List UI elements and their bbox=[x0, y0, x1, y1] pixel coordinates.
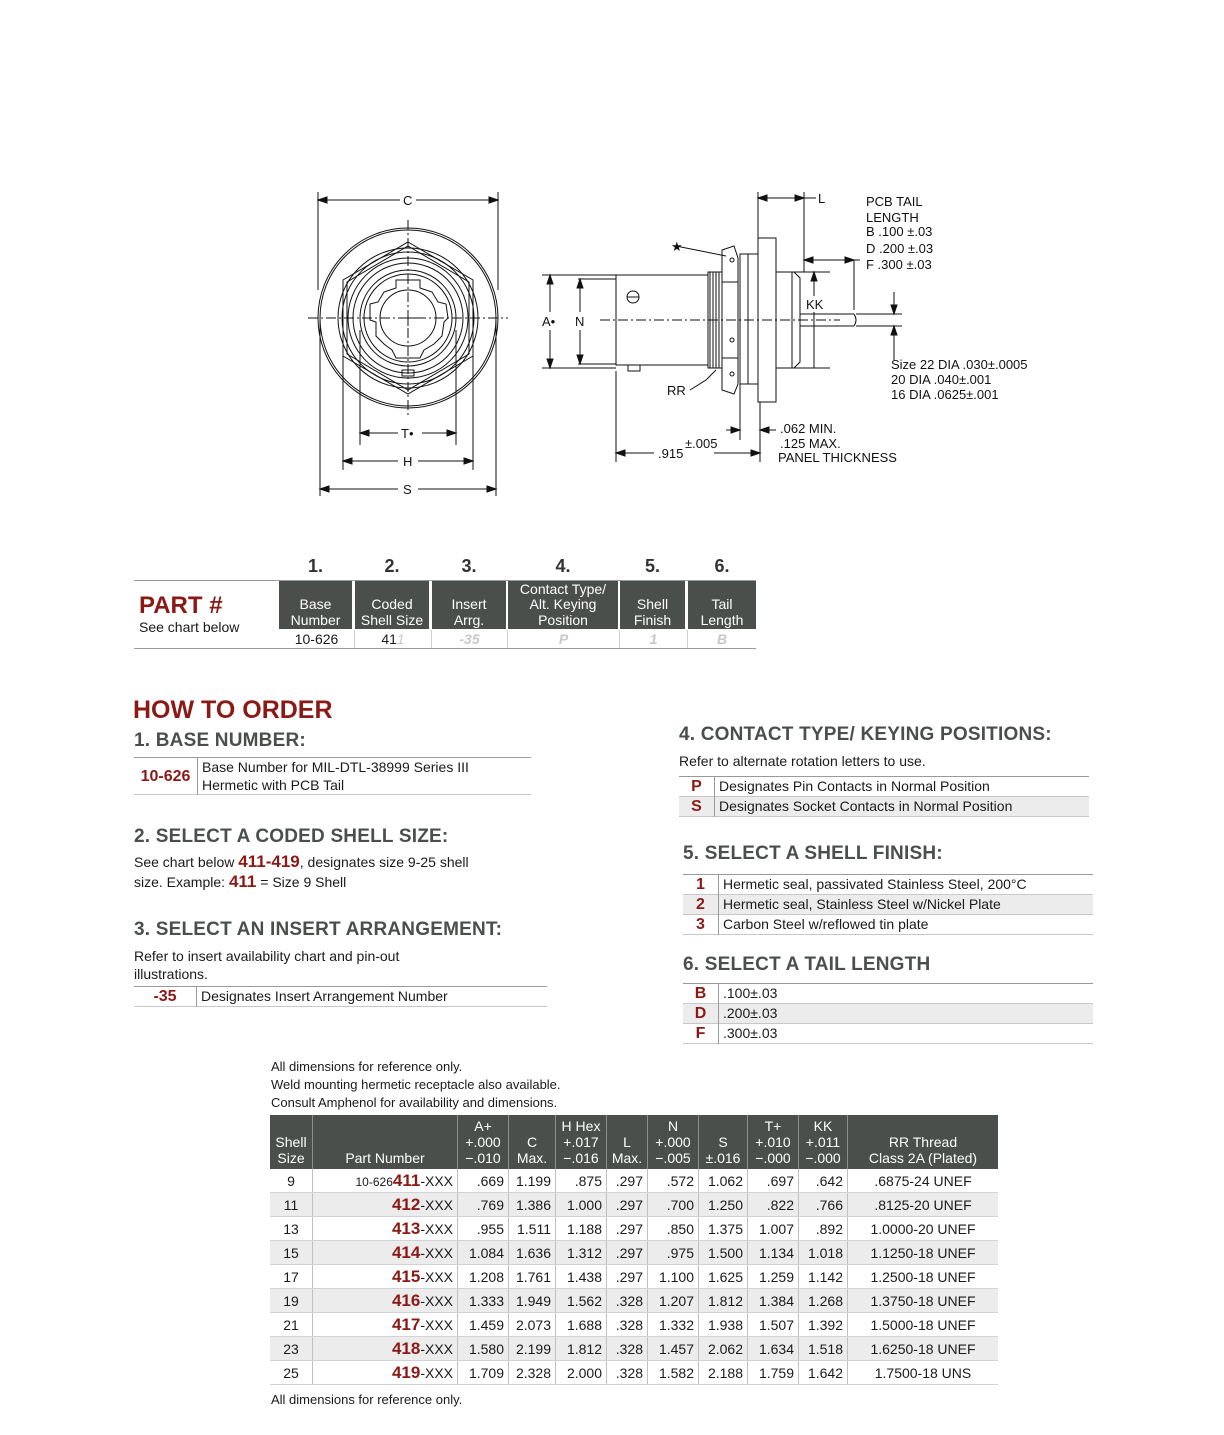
code-cell: 10-626 bbox=[134, 758, 198, 795]
section-3-title: 3. SELECT AN INSERT ARRANGEMENT: bbox=[134, 919, 503, 940]
dimensions-table bbox=[270, 1115, 998, 1385]
table-row bbox=[683, 895, 1093, 915]
section-4-title: 4. CONTACT TYPE/ KEYING POSITIONS: bbox=[679, 724, 1052, 745]
cell-a: 1.709 bbox=[458, 1361, 509, 1385]
desc-cell: Designates Insert Arrangement Number bbox=[201, 988, 448, 1004]
cell-t: 1.007 bbox=[748, 1217, 799, 1241]
code-cell: -35 bbox=[134, 987, 197, 1007]
part-number-suffix: -XXX bbox=[420, 1316, 453, 1333]
code-cell: 1 bbox=[683, 875, 719, 895]
dimensions-header-row bbox=[270, 1115, 998, 1169]
code-cell: B bbox=[683, 984, 719, 1004]
note-line: Consult Amphenol for availability and dimensions. bbox=[271, 1095, 558, 1110]
cell-size: 19 bbox=[270, 1289, 313, 1313]
desc-cell: .100±.03 bbox=[723, 985, 778, 1001]
code-cell: 3 bbox=[683, 915, 719, 935]
desc-cell: Hermetic seal, passivated Stainless Steel, 200°C bbox=[723, 876, 1027, 892]
cell-kk: 1.018 bbox=[799, 1241, 848, 1265]
cell-t: 1.259 bbox=[748, 1265, 799, 1289]
cell-size: 11 bbox=[270, 1193, 313, 1217]
cell-h: 1.562 bbox=[556, 1289, 607, 1313]
note-line: All dimensions for reference only. bbox=[271, 1059, 463, 1074]
cell-c: 1.199 bbox=[509, 1169, 556, 1193]
cell-n: 1.332 bbox=[648, 1313, 699, 1337]
desc-cell: Base Number for MIL-DTL-38999 Series III Hermetic with PCB Tail bbox=[202, 759, 469, 793]
cell-rr: .6875-24 UNEF bbox=[848, 1169, 999, 1193]
step-number: 6. bbox=[714, 556, 730, 576]
part-number-suffix: -XXX bbox=[420, 1292, 453, 1309]
step-number: 4. bbox=[555, 556, 571, 576]
cell-rr: 1.1250-18 UNEF bbox=[848, 1241, 999, 1265]
cell-s: 1.062 bbox=[699, 1169, 748, 1193]
part-number-suffix: -XXX bbox=[420, 1268, 453, 1285]
cell-a: .955 bbox=[458, 1217, 509, 1241]
cell-h: 1.812 bbox=[556, 1337, 607, 1361]
cell-l: .297 bbox=[607, 1193, 648, 1217]
cell-size: 13 bbox=[270, 1217, 313, 1241]
cell-size: 25 bbox=[270, 1361, 313, 1385]
section-1-title: 1. BASE NUMBER: bbox=[134, 730, 306, 751]
table-row bbox=[270, 1337, 998, 1361]
cell-s: 2.188 bbox=[699, 1361, 748, 1385]
cell-c: 2.328 bbox=[509, 1361, 556, 1385]
section-2-title: 2. SELECT A CODED SHELL SIZE: bbox=[134, 826, 449, 847]
pn-header-shell-finish: Shell Finish bbox=[620, 581, 685, 629]
cell-l: .297 bbox=[607, 1241, 648, 1265]
how-to-order-title: HOW TO ORDER bbox=[133, 696, 333, 724]
cell-s: 1.938 bbox=[699, 1313, 748, 1337]
cell-c: 1.761 bbox=[509, 1265, 556, 1289]
col-header-a: A+ +.000 −.010 bbox=[458, 1115, 509, 1169]
cell-h: 1.312 bbox=[556, 1241, 607, 1265]
table-row bbox=[134, 758, 531, 795]
code-cell: S bbox=[679, 797, 715, 817]
step-number: 5. bbox=[644, 556, 660, 576]
dimensions-table-body bbox=[270, 1169, 998, 1385]
cell-kk: .892 bbox=[799, 1217, 848, 1241]
shell-finish-table bbox=[683, 874, 1093, 935]
cell-t: .697 bbox=[748, 1169, 799, 1193]
cell-l: .297 bbox=[607, 1265, 648, 1289]
cell-size: 15 bbox=[270, 1241, 313, 1265]
dim-label-c: C bbox=[403, 193, 413, 208]
col-header-shell-size: Shell Size bbox=[270, 1115, 313, 1169]
cell-a: 1.333 bbox=[458, 1289, 509, 1313]
cell-t: 1.759 bbox=[748, 1361, 799, 1385]
part-number-suffix: -XXX bbox=[420, 1220, 453, 1237]
cell-rr: 1.2500-18 UNEF bbox=[848, 1265, 999, 1289]
cell-part-number bbox=[313, 1169, 458, 1193]
cell-kk: 1.642 bbox=[799, 1361, 848, 1385]
cell-h: .875 bbox=[556, 1169, 607, 1193]
section-5-title: 5. SELECT A SHELL FINISH: bbox=[683, 843, 943, 864]
cell-s: 2.062 bbox=[699, 1337, 748, 1361]
code-cell: D bbox=[683, 1004, 719, 1024]
cell-c: 1.636 bbox=[509, 1241, 556, 1265]
pn-header-coded-shell-size: Coded Shell Size bbox=[355, 581, 429, 629]
table-row bbox=[270, 1241, 998, 1265]
size-22-dia: Size 22 DIA .030±.0005 bbox=[891, 357, 1028, 372]
part-number-suffix: -XXX bbox=[420, 1340, 453, 1357]
cell-part-number bbox=[313, 1241, 458, 1265]
table-row bbox=[683, 984, 1093, 1004]
table-row bbox=[679, 777, 1089, 797]
cell-a: .769 bbox=[458, 1193, 509, 1217]
cell-a: 1.580 bbox=[458, 1337, 509, 1361]
code-cell: F bbox=[683, 1024, 719, 1044]
tail-length-table bbox=[683, 983, 1093, 1044]
cell-c: 2.199 bbox=[509, 1337, 556, 1361]
step-number: 2. bbox=[384, 556, 400, 576]
dim-label-s: S bbox=[403, 482, 412, 497]
col-header-t: T+ +.010 −.000 bbox=[748, 1115, 799, 1169]
cell-rr: 1.6250-18 UNEF bbox=[848, 1337, 999, 1361]
cell-kk: 1.268 bbox=[799, 1289, 848, 1313]
cell-c: 1.386 bbox=[509, 1193, 556, 1217]
cell-s: 1.250 bbox=[699, 1193, 748, 1217]
cell-n: 1.582 bbox=[648, 1361, 699, 1385]
desc-cell: Carbon Steel w/reflowed tin plate bbox=[723, 916, 929, 932]
cell-rr: 1.5000-18 UNEF bbox=[848, 1313, 999, 1337]
pn-header-insert-arrangement: Insert Arrg. bbox=[432, 581, 506, 629]
col-header-kk: KK +.011 −.000 bbox=[799, 1115, 848, 1169]
dim-label-l: L bbox=[818, 191, 826, 206]
part-number-code: 418 bbox=[391, 1338, 421, 1358]
contact-type-table bbox=[679, 776, 1089, 817]
pn-value-base-number: 10-626 bbox=[279, 630, 355, 648]
col-header-rr-thread: RR Thread Class 2A (Plated) bbox=[848, 1115, 999, 1169]
step-number: 3. bbox=[461, 556, 477, 576]
table-row bbox=[679, 797, 1089, 817]
footer-note: All dimensions for reference only. bbox=[271, 1392, 463, 1407]
table-row bbox=[270, 1313, 998, 1337]
cell-t: .822 bbox=[748, 1193, 799, 1217]
dim-label-915: .915 bbox=[658, 446, 684, 461]
table-row bbox=[683, 875, 1093, 895]
cell-part-number bbox=[313, 1289, 458, 1313]
cell-kk: .642 bbox=[799, 1169, 848, 1193]
table-row bbox=[270, 1289, 998, 1313]
cell-rr: 1.7500-18 UNS bbox=[848, 1361, 999, 1385]
pcb-tail-b: B .100 ±.03 bbox=[866, 224, 933, 239]
col-header-n: N +.000 −.005 bbox=[648, 1115, 699, 1169]
cell-s: 1.812 bbox=[699, 1289, 748, 1313]
table-row bbox=[270, 1217, 998, 1241]
pcb-tail-f: F .300 ±.03 bbox=[866, 257, 932, 272]
front-view-drawing bbox=[300, 180, 520, 510]
section-6-title: 6. SELECT A TAIL LENGTH bbox=[683, 954, 931, 975]
pn-value-insert-arrangement: -35 bbox=[432, 630, 508, 648]
table-row bbox=[270, 1169, 998, 1193]
col-header-s: S ±.016 bbox=[699, 1115, 748, 1169]
cell-l: .328 bbox=[607, 1361, 648, 1385]
col-header-h-hex: H Hex +.017 −.016 bbox=[556, 1115, 607, 1169]
cell-t: 1.634 bbox=[748, 1337, 799, 1361]
panel-min-label: .062 MIN. bbox=[780, 421, 837, 436]
cell-a: 1.084 bbox=[458, 1241, 509, 1265]
cell-n: 1.457 bbox=[648, 1337, 699, 1361]
cell-n: .700 bbox=[648, 1193, 699, 1217]
notes bbox=[271, 1058, 561, 1112]
pn-value-shell-finish: 1 bbox=[620, 630, 688, 648]
cell-c: 1.949 bbox=[509, 1289, 556, 1313]
cell-part-number bbox=[313, 1217, 458, 1241]
col-header-part-number: Part Number bbox=[313, 1115, 458, 1169]
cell-s: 1.625 bbox=[699, 1265, 748, 1289]
cell-h: 1.688 bbox=[556, 1313, 607, 1337]
table-row bbox=[270, 1193, 998, 1217]
cell-kk: 1.142 bbox=[799, 1265, 848, 1289]
cell-h: 2.000 bbox=[556, 1361, 607, 1385]
desc-cell: .200±.03 bbox=[723, 1005, 778, 1021]
col-header-l: L Max. bbox=[607, 1115, 648, 1169]
part-number-suffix: -XXX bbox=[420, 1244, 453, 1261]
star-symbol: ★ bbox=[671, 239, 683, 254]
cell-size: 21 bbox=[270, 1313, 313, 1337]
side-view-drawing bbox=[530, 180, 1050, 480]
panel-max-label: .125 MAX. bbox=[780, 436, 841, 451]
col-header-c: C Max. bbox=[509, 1115, 556, 1169]
pcb-tail-title-2: LENGTH bbox=[866, 210, 919, 225]
size-20-dia: 20 DIA .040±.001 bbox=[891, 372, 992, 387]
dim-label-a: A• bbox=[542, 314, 556, 329]
cell-t: 1.384 bbox=[748, 1289, 799, 1313]
cell-l: .328 bbox=[607, 1313, 648, 1337]
cell-a: 1.208 bbox=[458, 1265, 509, 1289]
pn-value-tail-length: B bbox=[716, 631, 728, 647]
part-number-code: 414 bbox=[391, 1242, 421, 1262]
cell-part-number bbox=[313, 1313, 458, 1337]
table-row bbox=[683, 915, 1093, 935]
code-cell: P bbox=[679, 777, 715, 797]
pn-header-base-number: Base Number bbox=[279, 581, 352, 629]
cell-l: .297 bbox=[607, 1217, 648, 1241]
pn-value-coded-shell-size: 411 bbox=[355, 630, 432, 648]
cell-h: 1.188 bbox=[556, 1217, 607, 1241]
cell-rr: 1.0000-20 UNEF bbox=[848, 1217, 999, 1241]
cell-n: .975 bbox=[648, 1241, 699, 1265]
cell-size: 9 bbox=[270, 1169, 313, 1193]
pn-value-contact-type: P bbox=[508, 630, 620, 648]
part-number-prefix: 10-626 bbox=[355, 1174, 393, 1189]
section-4-text: Refer to alternate rotation letters to use. bbox=[679, 753, 926, 769]
dim-label-t: T• bbox=[401, 426, 414, 441]
dim-label-kk: KK bbox=[806, 297, 824, 312]
cell-l: .328 bbox=[607, 1337, 648, 1361]
cell-t: 1.134 bbox=[748, 1241, 799, 1265]
cell-a: .669 bbox=[458, 1169, 509, 1193]
cell-rr: 1.3750-18 UNEF bbox=[848, 1289, 999, 1313]
cell-h: 1.000 bbox=[556, 1193, 607, 1217]
dim-label-rr: RR bbox=[667, 383, 686, 398]
part-number-subtitle: See chart below bbox=[139, 619, 240, 635]
table-row bbox=[270, 1265, 998, 1289]
insert-arrangement-table bbox=[134, 986, 547, 1007]
section-2-text: See chart below 411-419, designates size 9-25 shell size. Example: 411 = Size 9 Shell bbox=[134, 852, 469, 891]
dim-label-915-tol: ±.005 bbox=[685, 436, 718, 451]
part-number-code: 417 bbox=[391, 1314, 421, 1334]
cell-part-number bbox=[313, 1337, 458, 1361]
pcb-tail-title-1: PCB TAIL bbox=[866, 194, 923, 209]
note-line: Weld mounting hermetic receptacle also available. bbox=[271, 1077, 561, 1092]
cell-part-number bbox=[313, 1361, 458, 1385]
table-row bbox=[683, 1004, 1093, 1024]
cell-c: 2.073 bbox=[509, 1313, 556, 1337]
desc-cell: Hermetic seal, Stainless Steel w/Nickel Plate bbox=[723, 896, 1001, 912]
cell-n: .850 bbox=[648, 1217, 699, 1241]
cell-h: 1.438 bbox=[556, 1265, 607, 1289]
part-number-suffix: -XXX bbox=[420, 1196, 453, 1213]
cell-size: 17 bbox=[270, 1265, 313, 1289]
part-number-code: 415 bbox=[391, 1266, 421, 1286]
cell-a: 1.459 bbox=[458, 1313, 509, 1337]
desc-cell: .300±.03 bbox=[723, 1025, 778, 1041]
section-3-text: Refer to insert availability chart and pin-out illustrations. bbox=[134, 948, 400, 982]
cell-c: 1.511 bbox=[509, 1217, 556, 1241]
cell-kk: 1.392 bbox=[799, 1313, 848, 1337]
part-number-suffix: -XXX bbox=[420, 1172, 453, 1189]
part-number-suffix: -XXX bbox=[420, 1364, 453, 1381]
pn-header-tail-length: Tail Length bbox=[688, 581, 756, 629]
step-number: 1. bbox=[307, 556, 323, 576]
table-row bbox=[134, 987, 547, 1007]
desc-cell: Designates Socket Contacts in Normal Position bbox=[719, 798, 1013, 814]
desc-cell: Designates Pin Contacts in Normal Position bbox=[719, 778, 990, 794]
code-cell: 2 bbox=[683, 895, 719, 915]
cell-size: 23 bbox=[270, 1337, 313, 1361]
pcb-tail-d: D .200 ±.03 bbox=[866, 241, 934, 256]
cell-l: .297 bbox=[607, 1169, 648, 1193]
cell-rr: .8125-20 UNEF bbox=[848, 1193, 999, 1217]
cell-kk: 1.518 bbox=[799, 1337, 848, 1361]
part-number-code: 411 bbox=[392, 1170, 421, 1190]
part-number-title: PART # bbox=[139, 592, 223, 619]
part-number-code: 413 bbox=[391, 1218, 421, 1238]
cell-part-number bbox=[313, 1193, 458, 1217]
cell-n: .572 bbox=[648, 1169, 699, 1193]
pn-header-contact-type: Contact Type/ Alt. Keying Position bbox=[508, 581, 618, 629]
part-number-code: 412 bbox=[391, 1194, 421, 1214]
dim-label-n: N bbox=[575, 314, 585, 329]
cell-part-number bbox=[313, 1265, 458, 1289]
base-number-table bbox=[134, 757, 531, 795]
panel-thickness-label: PANEL THICKNESS bbox=[778, 450, 897, 465]
cell-t: 1.507 bbox=[748, 1313, 799, 1337]
cell-s: 1.375 bbox=[699, 1217, 748, 1241]
cell-s: 1.500 bbox=[699, 1241, 748, 1265]
cell-n: 1.100 bbox=[648, 1265, 699, 1289]
table-row bbox=[270, 1361, 998, 1385]
cell-n: 1.207 bbox=[648, 1289, 699, 1313]
cell-kk: .766 bbox=[799, 1193, 848, 1217]
dim-label-h: H bbox=[403, 454, 413, 469]
cell-l: .328 bbox=[607, 1289, 648, 1313]
part-number-code: 416 bbox=[391, 1290, 421, 1310]
size-16-dia: 16 DIA .0625±.001 bbox=[891, 387, 999, 402]
part-number-code: 419 bbox=[391, 1362, 421, 1382]
part-number-bottom-rule bbox=[134, 648, 756, 649]
table-row bbox=[683, 1024, 1093, 1044]
